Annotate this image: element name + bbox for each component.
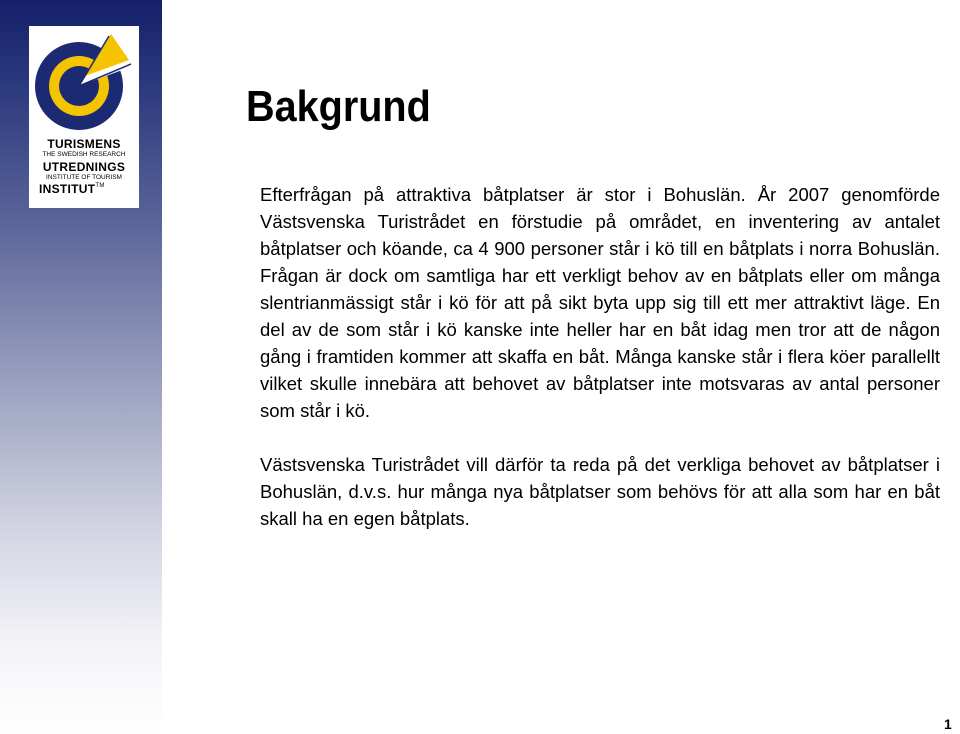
page-title: Bakgrund bbox=[246, 82, 431, 131]
logo-line-swedish-research: THE SWEDISH RESEARCH bbox=[42, 151, 126, 158]
logo-line-institut bbox=[29, 183, 139, 195]
compass-logo-icon bbox=[33, 30, 135, 132]
logo-line-institute-of-tourism: INSTITUTE OF TOURISM bbox=[46, 173, 122, 181]
paragraph-purpose: Västsvenska Turistrådet vill därför ta reda på det verkliga behovet av båtplatser i Bohuslän, d.v.s. hur många nya båtplatser som behövs för att alla som har en båt skall ha en egen båtplats. bbox=[260, 454, 940, 529]
paragraph-background: Efterfrågan på attraktiva båtplatser är stor i Bohuslän. År 2007 genomförde Västsvenska Turistrådet en förstudie på området, en inventering av antalet båtplatser och köande, ca 4 900 personer står i kö till en båtplats i norra Bohuslän. Frågan är dock om samtliga har ett verkligt behov av en båtplats eller om många slentrianmässigt står i kö för att på sikt byta upp sig till ett mer attraktivt läge. En del av de som står i kö kanske inte heller har en båt idag men tror att de någon gång i framtiden kommer att skaffa en båt. Många kanske står i flera köer parallellt vilket skulle innebära att behovet av båtplatser inte motsvaras av antal personer som står i kö. bbox=[260, 184, 940, 421]
body-text bbox=[260, 181, 940, 532]
logo-line-turismens: TURISMENS bbox=[47, 137, 121, 151]
institute-logo bbox=[29, 26, 139, 208]
page-number: 1 bbox=[944, 716, 952, 732]
logo-trademark: TM bbox=[95, 183, 105, 189]
logo-line-utrednings: UTREDNINGS bbox=[42, 159, 126, 174]
logo-wordmark bbox=[29, 138, 139, 195]
logo-institut-text: INSTITUT bbox=[39, 182, 96, 196]
